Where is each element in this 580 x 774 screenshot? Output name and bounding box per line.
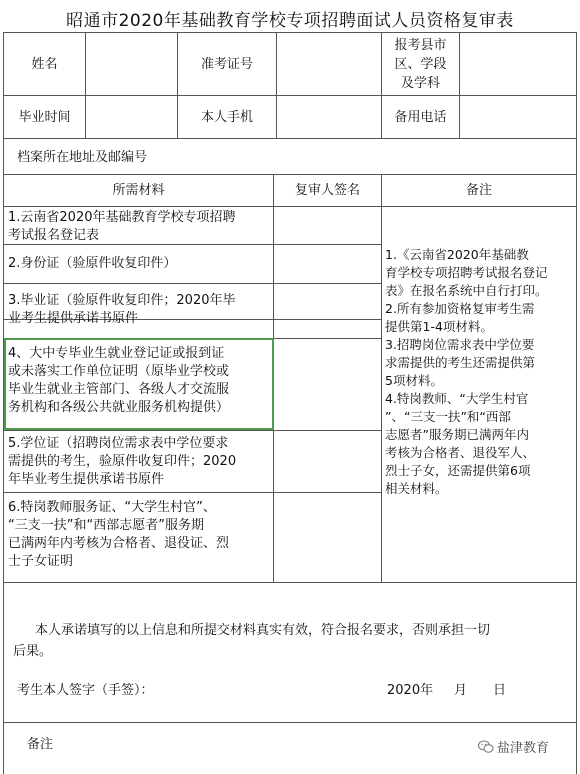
name-value-cell[interactable] bbox=[86, 33, 177, 95]
material-line: 1.云南省2020年基础教育学校专项招聘 bbox=[8, 210, 236, 225]
grad-time-value-cell[interactable] bbox=[86, 96, 177, 138]
material-line: 5.学位证（招聘岗位需求表中学位要求 bbox=[8, 436, 229, 451]
row-divider bbox=[3, 283, 381, 284]
remarks-header: 备注 bbox=[465, 183, 492, 198]
exam-id-value-cell[interactable] bbox=[277, 33, 381, 95]
remarks-line: 4.特岗教师、“大学生村官 bbox=[385, 391, 529, 406]
remarks-line: 3.招聘岗位需求表中学位要 bbox=[385, 337, 535, 352]
material-line: “三支一扶”和“西部志愿者”服务期 bbox=[8, 518, 204, 533]
remarks-line: 求需提供的考生还需提供第 bbox=[385, 355, 536, 370]
archive-address-label: 档案所在地址及邮编号 bbox=[17, 150, 148, 165]
materials-header: 所需材料 bbox=[112, 183, 165, 198]
row-divider bbox=[3, 722, 577, 723]
form-table bbox=[3, 32, 577, 774]
material-line: 2.身份证（验原件收复印件） bbox=[8, 256, 177, 271]
signature-month: 月 bbox=[454, 683, 468, 698]
watermark bbox=[478, 737, 549, 756]
remarks-text bbox=[385, 246, 575, 498]
remarks-line: 提供第1-4项材料。 bbox=[385, 319, 493, 334]
remarks-line: 1.《云南省2020年基础教 bbox=[385, 247, 529, 262]
material-line: 年毕业考生提供承诺书原件 bbox=[8, 472, 165, 487]
signature-year: 2020年 bbox=[387, 683, 434, 698]
exam-id-label: 准考证号 bbox=[200, 56, 253, 72]
material-line: 考试报名登记表 bbox=[8, 228, 100, 243]
material-line: 士子女证明 bbox=[8, 554, 74, 569]
signature-day: 日 bbox=[493, 683, 507, 698]
row-divider bbox=[3, 430, 381, 431]
material-line: 务机构和各级公共就业服务机构提供） bbox=[8, 400, 230, 415]
col-divider bbox=[381, 174, 382, 582]
form-title: 昭通市2020年基础教育学校专项招聘面试人员资格复审表 bbox=[66, 11, 514, 31]
remarks-line: 烈士子女，还需提供第6项 bbox=[385, 463, 531, 478]
material-item bbox=[6, 435, 276, 489]
grad-time-label: 毕业时间 bbox=[18, 109, 71, 125]
material-line: 需提供的考生，验原件收复印件；2020 bbox=[8, 454, 237, 469]
material-line: 6.特岗教师服务证、“大学生村官”、 bbox=[8, 500, 216, 515]
signature-label: 考生本人签字（手签）： bbox=[17, 683, 154, 698]
row-divider bbox=[3, 138, 577, 139]
phone-value-cell[interactable] bbox=[277, 96, 381, 138]
remarks-line: 考核为合格者、退役军人、 bbox=[385, 445, 536, 460]
material-line: 4、大中专毕业生就业登记证或报到证 bbox=[8, 346, 225, 361]
row-divider bbox=[3, 206, 577, 207]
pledge-line: 本人承诺填写的以上信息和所提交材料真实有效，符合报名要求，否则承担一切 bbox=[35, 623, 491, 638]
reviewer-header: 复审人签名 bbox=[294, 183, 360, 198]
apply-info-value-cell[interactable] bbox=[460, 33, 576, 95]
material-item bbox=[6, 292, 276, 328]
apply-info-label bbox=[382, 36, 459, 94]
footer-note-label: 备注 bbox=[27, 737, 54, 752]
remarks-line: 育学校专项招聘考试报名登记 bbox=[385, 265, 548, 280]
pledge-line: 后果。 bbox=[13, 644, 53, 659]
phone-label: 本人手机 bbox=[200, 109, 253, 125]
material-item bbox=[6, 345, 276, 417]
material-item bbox=[6, 255, 276, 273]
material-line: 业考生提供承诺书原件 bbox=[8, 311, 139, 326]
remarks-line: 表》在报名系统中自行打印。 bbox=[385, 283, 548, 298]
watermark-text: 盐津教育 bbox=[497, 741, 550, 756]
material-line: 或未落实工作单位证明（原毕业学校或 bbox=[8, 364, 230, 379]
apply-info-line: 及学科 bbox=[400, 76, 440, 91]
material-line: 已满两年内考核为合格者、退役证、烈 bbox=[8, 536, 230, 551]
remarks-line: ”、“三支一扶”和“西部 bbox=[385, 409, 511, 424]
name-label: 姓名 bbox=[31, 56, 58, 72]
remarks-line: 志愿者”服务期已满两年内 bbox=[385, 427, 529, 442]
backup-phone-value-cell[interactable] bbox=[460, 96, 576, 138]
remarks-line: 5项材料。 bbox=[385, 373, 443, 388]
remarks-line: 2.所有参加资格复审考生需 bbox=[385, 301, 535, 316]
remarks-line: 相关材料。 bbox=[385, 481, 448, 496]
wechat-icon bbox=[478, 740, 494, 754]
material-line: 3.毕业证（验原件收复印件；2020年毕 bbox=[8, 293, 236, 308]
material-line: 毕业生就业主管部门、各级人才交流服 bbox=[8, 382, 230, 397]
row-divider bbox=[3, 492, 381, 493]
row-divider bbox=[3, 582, 577, 583]
apply-info-line: 区、学段 bbox=[394, 57, 447, 72]
material-item bbox=[6, 499, 276, 571]
backup-phone-label: 备用电话 bbox=[394, 109, 447, 125]
material-item bbox=[6, 209, 276, 245]
pledge-text bbox=[13, 620, 573, 662]
border-right bbox=[576, 32, 577, 774]
apply-info-line: 报考县市 bbox=[394, 38, 447, 53]
